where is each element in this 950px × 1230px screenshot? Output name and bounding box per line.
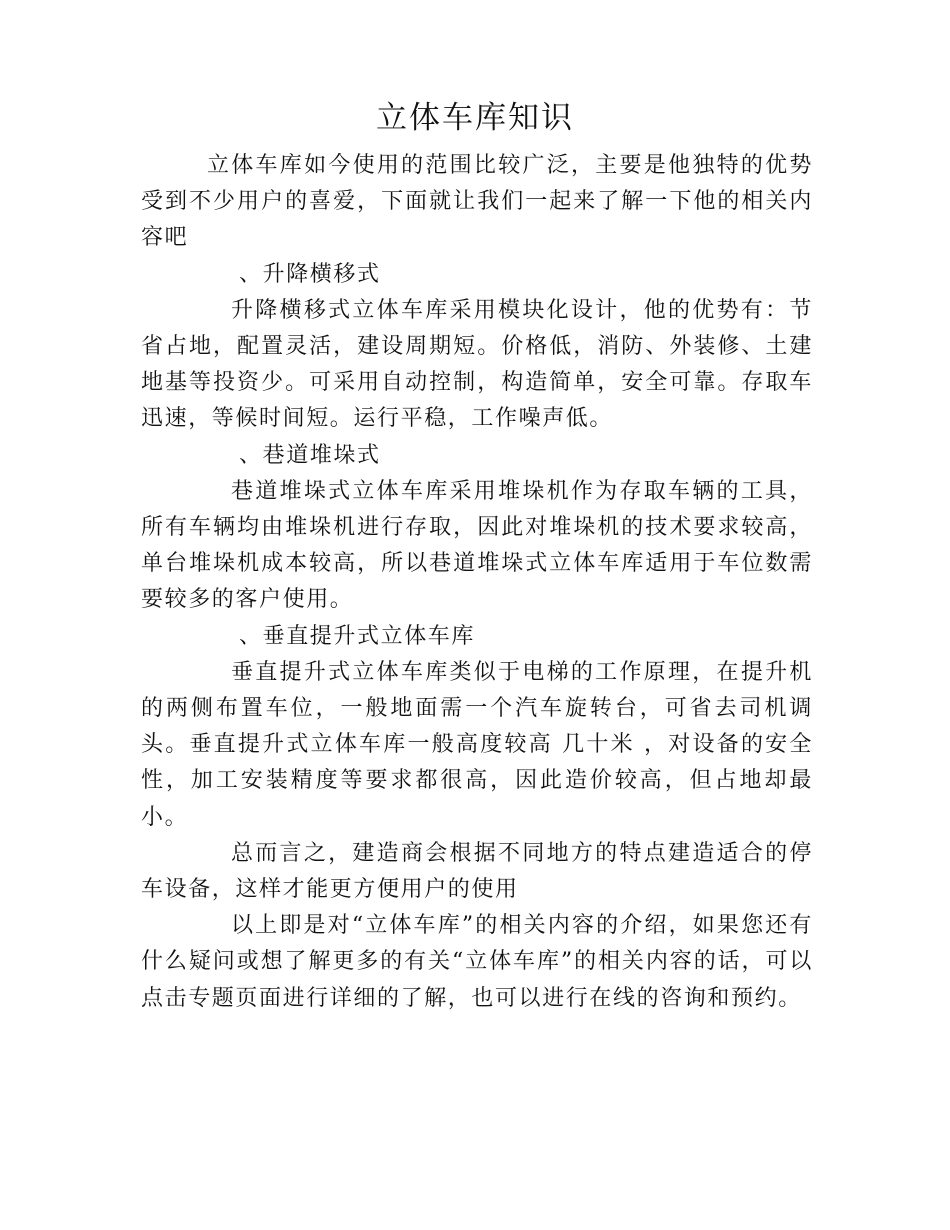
section-body-vertical-lift: 垂直提升式立体车库类似于电梯的工作原理，在提升机的两侧布置车位，一般地面需一个汽车旋转台，可省去司机调头。垂直提升式立体车库一般高度较高 几十米 ，对设备的安全性，加工安装精度等要求都很高，因此造价较高，但占地却最小。 bbox=[141, 659, 813, 830]
intro-paragraph: 立体车库如今使用的范围比较广泛，主要是他独特的优势受到不少用户的喜爱，下面就让我们一起来了解一下他的相关内容吧 bbox=[141, 153, 813, 251]
section-heading-aisle-stacker: 、巷道堆垛式 bbox=[239, 442, 381, 468]
section-body-aisle-stacker: 巷道堆垛式立体车库采用堆垛机作为存取车辆的工具，所有车辆均由堆垛机进行存取，因此对堆垛机的技术要求较高，单台堆垛机成本较高，所以巷道堆垛式立体车库适用于车位数需要较多的客户使用。 bbox=[141, 478, 813, 613]
document-title: 立体车库知识 bbox=[376, 100, 574, 136]
document-body bbox=[141, 148, 813, 1017]
closing-paragraph: 以上即是对“立体车库”的相关内容的介绍，如果您还有什么疑问或想了解更多的有关“立体车库”的相关内容的话，可以点击专题页面进行详细的了解，也可以进行在线的咨询和预约。 bbox=[141, 913, 813, 1011]
section-heading-lift-sliding: 、升降横移式 bbox=[239, 261, 381, 287]
summary-paragraph: 总而言之，建造商会根据不同地方的特点建造适合的停车设备，这样才能更方便用户的使用 bbox=[141, 840, 813, 903]
section-body-lift-sliding: 升降横移式立体车库采用模块化设计，他的优势有：节省占地，配置灵活，建设周期短。价格低，消防、外装修、土建地基等投资少。可采用自动控制，构造简单，安全可靠。存取车迅速，等候时间短。运行平稳，工作噪声低。 bbox=[141, 297, 813, 432]
section-heading-vertical-lift: 、垂直提升式立体车库 bbox=[239, 623, 476, 649]
